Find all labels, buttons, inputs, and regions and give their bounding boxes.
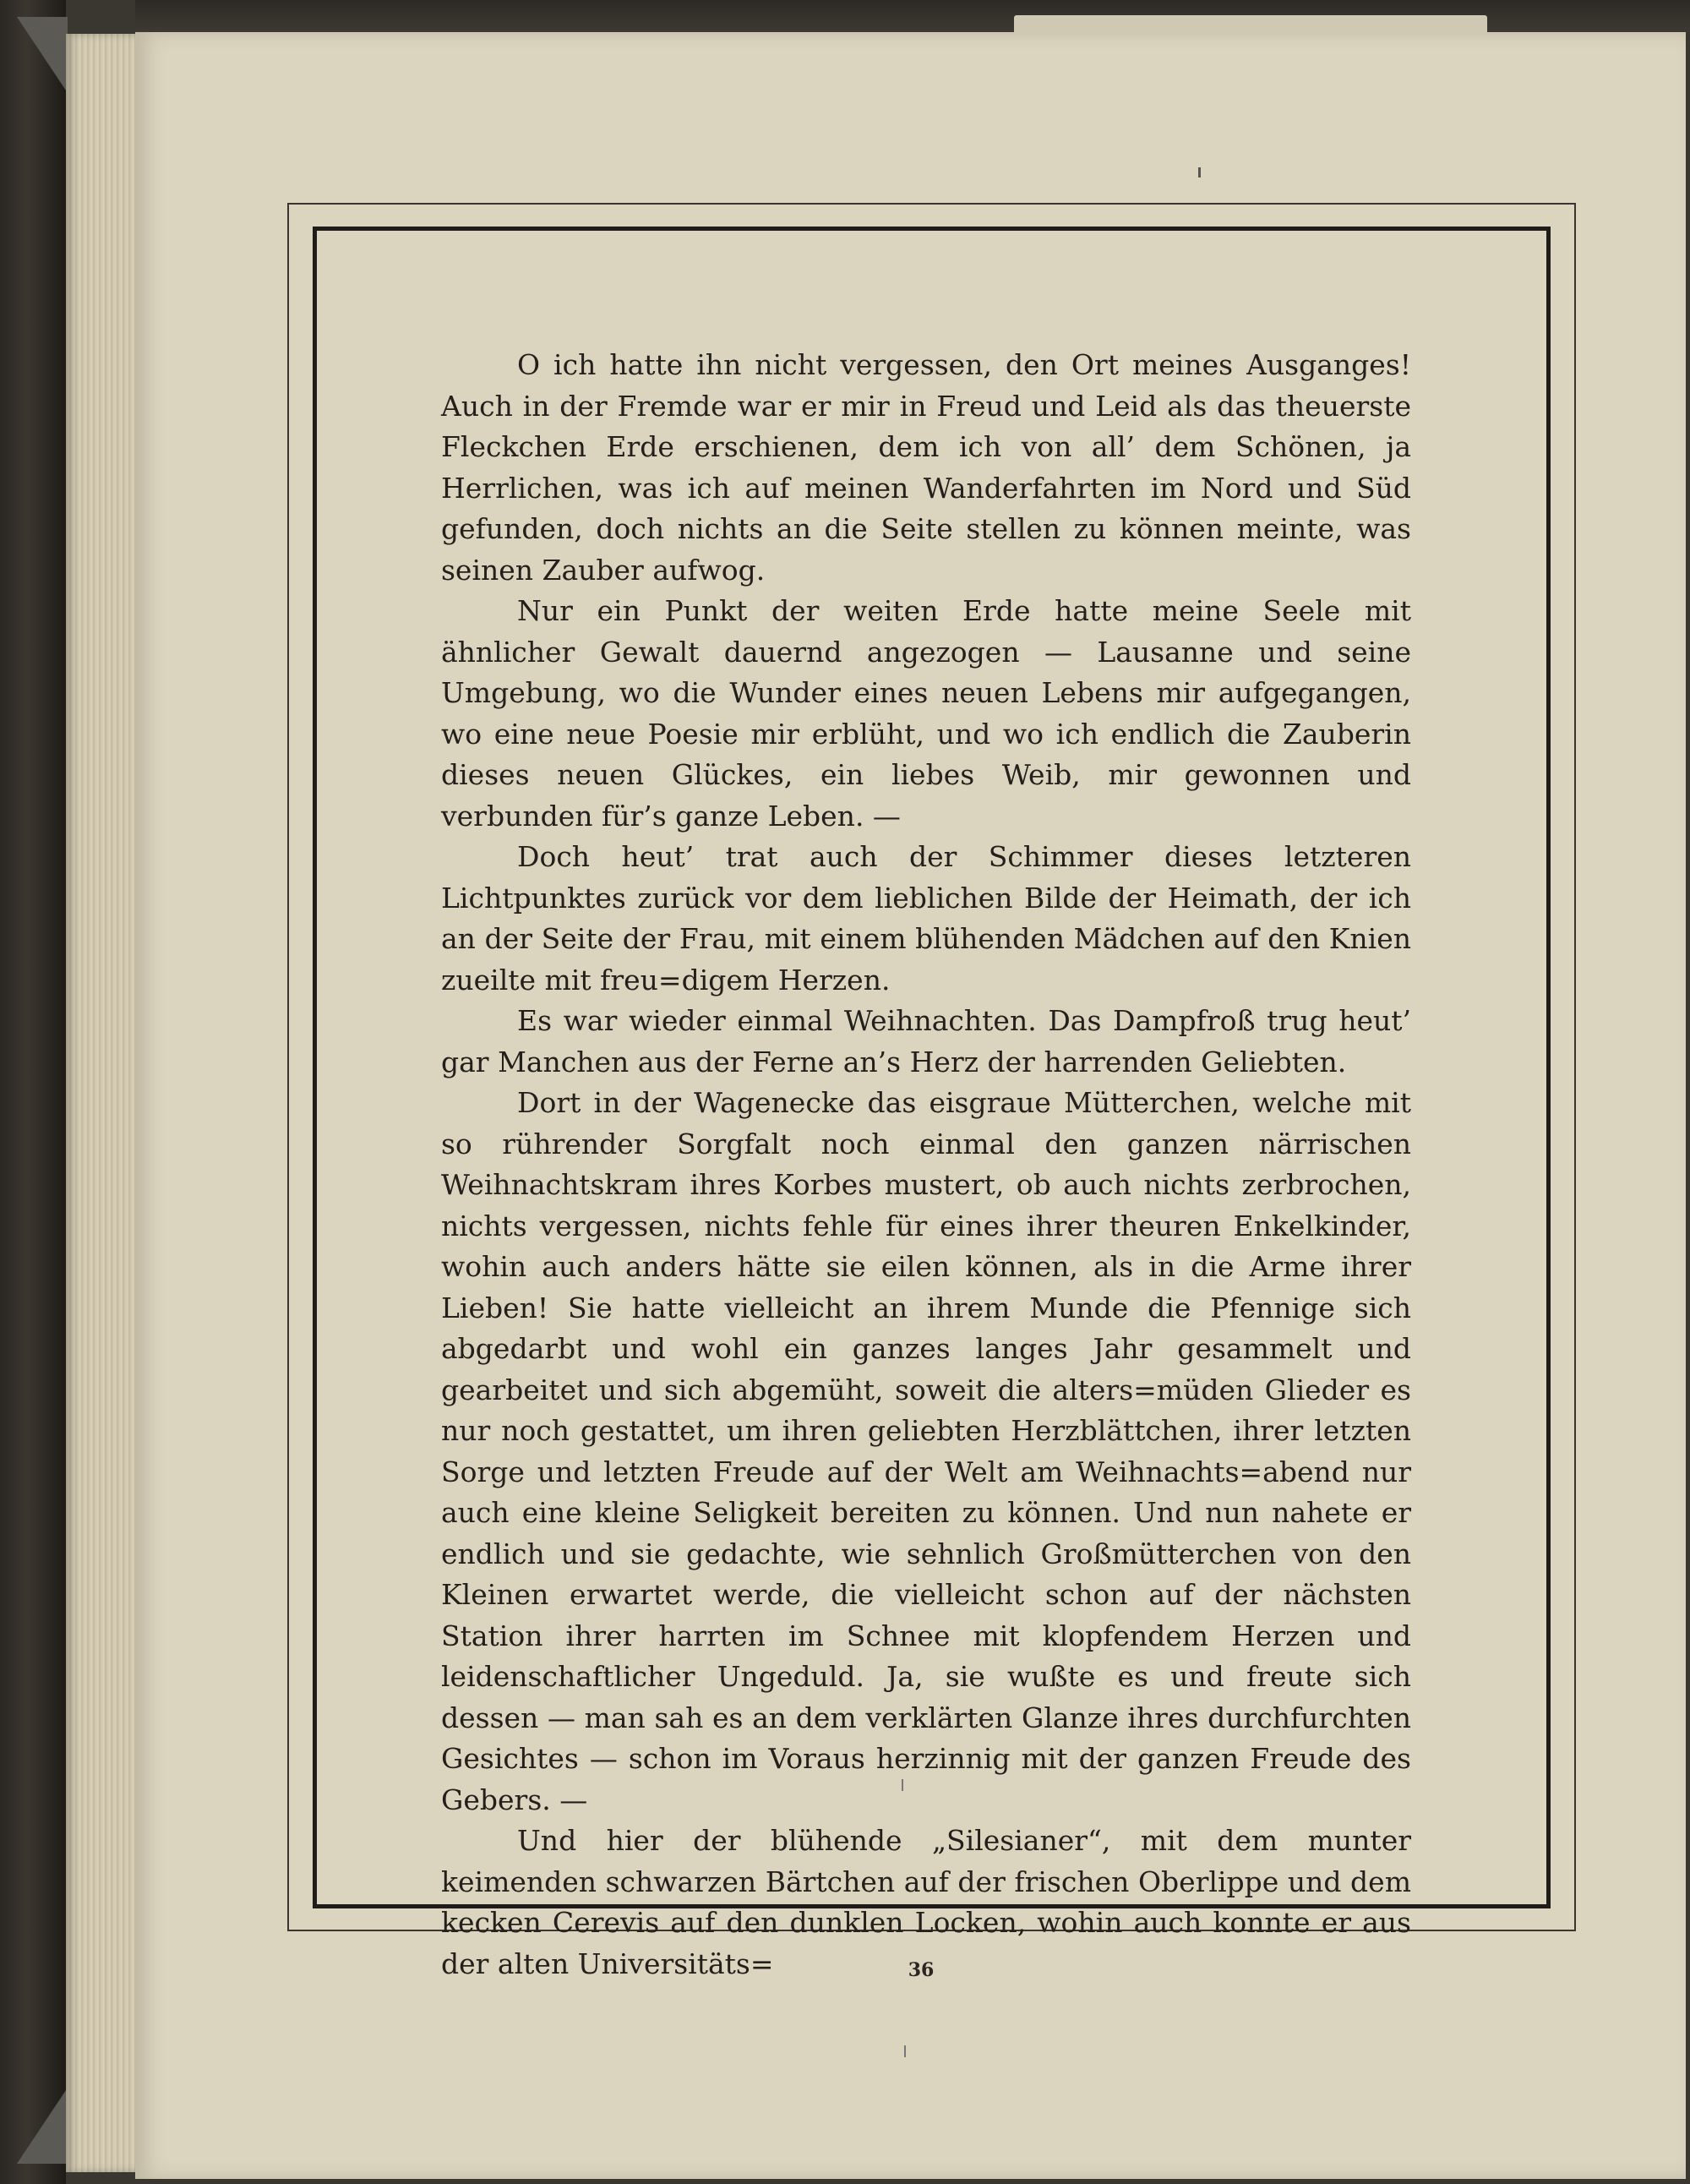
- paragraph: Nur ein Punkt der weiten Erde hatte meine Seele mit ähnlicher Gewalt dauernd angezogen — Lausanne und seine Umgebung, wo die Wunder eines neuen Lebens mir aufgegangen, wo eine neue Poesie mir erblüht, und wo ich endlich die Zauberin dieses neuen Glückes, ein liebes Weib, mir gewonnen und verbunden für’s ganze Leben. —: [441, 594, 1411, 833]
- page-edges: [66, 34, 138, 2172]
- ink-speck: [904, 2045, 906, 2057]
- paragraph: O ich hatte ihn nicht vergessen, den Ort meines Ausganges! Auch in der Fremde war er mir in Freud und Leid als das theuerste Fleckchen Erde erschienen, dem ich von all’ dem Schönen, ja Herrlichen, was ich auf meinen Wanderfahrten im Nord und Süd gefunden, doch nichts an die Seite stellen zu können meinte, was seinen Zauber aufwog.: [441, 348, 1411, 587]
- paragraph: Und hier der blühende „Silesianer“, mit dem munter keimenden schwarzen Bärtchen auf der frischen Oberlippe und dem kecken Cerevis auf den dunklen Locken, wohin auch konnte er aus der alten Universitäts=: [441, 1824, 1411, 1980]
- body-text: [441, 345, 1411, 1985]
- paragraph: Doch heut’ trat auch der Schimmer dieses letzteren Lichtpunktes zurück vor dem lieblichen Bilde der Heimath, der ich an der Seite der Frau, mit einem blühenden Mädchen auf den Knien zueilte mit freu=digem Herzen.: [441, 840, 1411, 996]
- ink-speck: [1198, 167, 1201, 177]
- page-number: 36: [908, 1959, 935, 1981]
- paragraph: Es war wieder einmal Weihnachten. Das Dampfroß trug heut’ gar Manchen aus der Ferne an’s Herz der harrenden Geliebten.: [441, 1004, 1411, 1078]
- book-binding: [0, 0, 66, 2184]
- paragraph: Dort in der Wagenecke das eisgraue Mütterchen, welche mit so rührender Sorgfalt noch einmal den ganzen närrischen Weihnachtskram ihres Korbes mustert, ob auch nichts zerbrochen, nichts vergessen, nichts fehle für eines ihrer theuren Enkelkinder, wohin auch anders hätte sie eilen können, als in die Arme ihrer Lieben! Sie hatte vielleicht an ihrem Munde die Pfennige sich abgedarbt und wohl ein ganzes langes Jahr gesammelt und gearbeitet und sich abgemüht, soweit die alters=müden Glieder es nur noch gestattet, um ihren geliebten Herzblättchen, ihrer letzten Sorge und letzten Freude auf der Welt am Weihnachts=abend nur auch eine kleine Seligkeit bereiten zu können. Und nun nahete er endlich und sie gedachte, wie sehnlich Großmütterchen von den Kleinen erwartet werde, die vielleicht schon auf der nächsten Station ihrer harrten im Schnee mit klopfendem Herzen und leidenschaftlicher Ungeduld. Ja, sie wußte es und freute sich dessen — man sah es an dem verklärten Glanze ihres durchfurchten Gesichtes — schon im Voraus herzinnig mit der ganzen Freude des Gebers. —: [441, 1086, 1411, 1816]
